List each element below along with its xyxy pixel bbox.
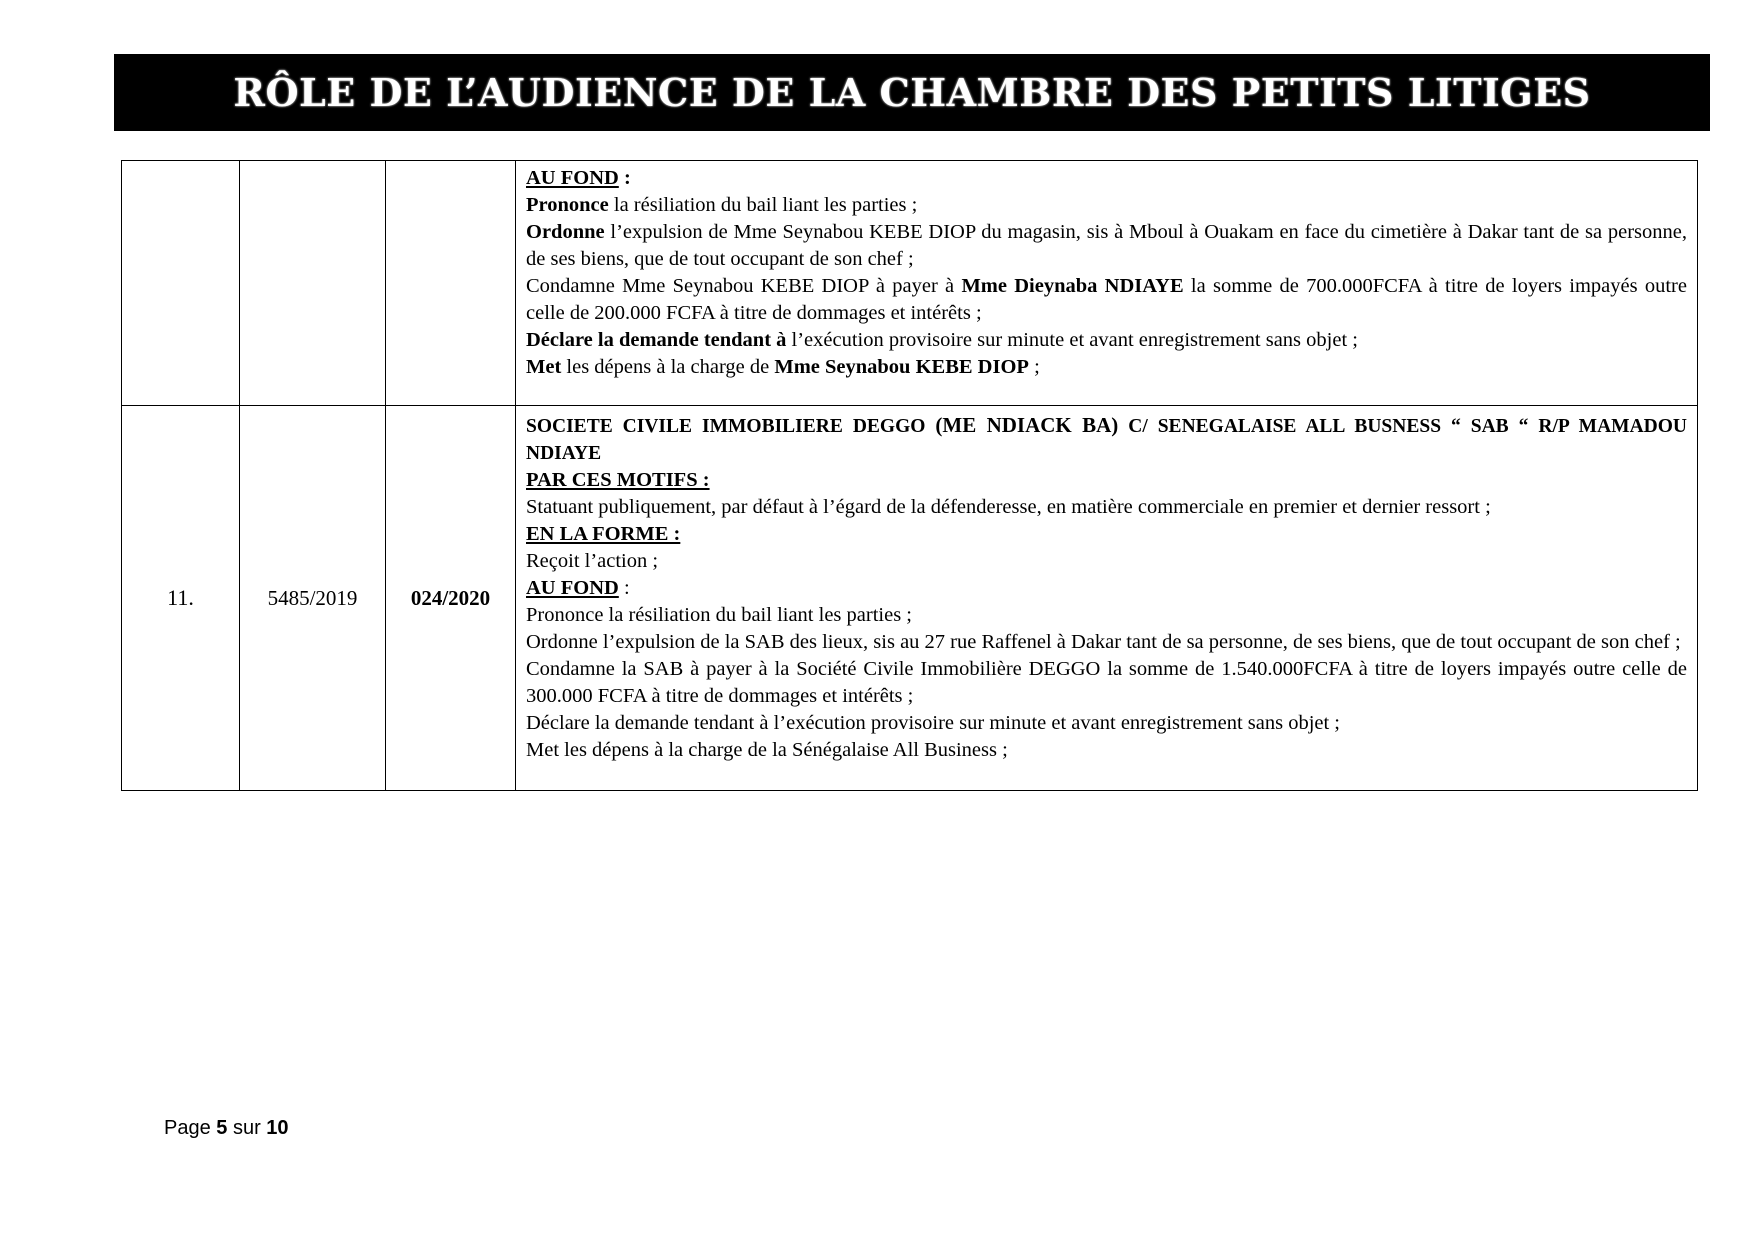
table-row — [122, 161, 1698, 406]
judgment-number-cell: 024/2020 — [386, 406, 516, 791]
page-label: Page — [164, 1117, 217, 1139]
decision-line: Ordonne l’expulsion de la SAB des lieux, sis au 27 rue Raffenel à Dakar tant de sa personne, de ses biens, que de tout occupant de son chef ; — [526, 631, 1681, 653]
decision-line: Met les dépens à la charge de Mme Seynabou KEBE DIOP ; — [526, 356, 1040, 378]
decision-line: Prononce la résiliation du bail liant les parties ; — [526, 604, 912, 626]
case-parties: SOCIETE CIVILE IMMOBILIERE DEGGO (ME NDIACK BA) C/ SENEGALAISE ALL BUSNESS “ SAB “ R/P MAMADOU NDIAYE — [526, 413, 1687, 464]
rg-number-cell: 5485/2019 — [240, 406, 386, 791]
decision-line — [526, 521, 1687, 548]
decision-line: Condamne la SAB à payer à la Société Civile Immobilière DEGGO la somme de 1.540.000FCFA à titre de loyers impayés outre celle de 300.000 FCFA à titre de dommages et intérêts ; — [526, 658, 1687, 707]
hearing-roll-table — [121, 160, 1698, 791]
decision-line: Déclare la demande tendant à l’exécution provisoire sur minute et avant enregistrement sans objet ; — [526, 329, 1358, 351]
decision-line: Ordonne l’expulsion de Mme Seynabou KEBE DIOP du magasin, sis à Mboul à Ouakam en face du cimetière à Dakar tant de sa personne, de ses biens, que de tout occupant de son chef ; — [526, 221, 1687, 270]
section-heading: EN LA FORME : — [526, 523, 681, 545]
title-banner — [114, 54, 1710, 131]
page-footer — [164, 1117, 289, 1140]
page-total: 10 — [266, 1117, 289, 1139]
decision-line: Prononce la résiliation du bail liant les parties ; — [526, 194, 918, 216]
section-heading: AU FOND — [526, 577, 619, 599]
decision-line: Met les dépens à la charge de la Sénégalaise All Business ; — [526, 739, 1008, 761]
case-number-cell: 11. — [122, 406, 240, 791]
decision-line: AU FOND : — [526, 167, 631, 189]
decision-line — [526, 467, 1687, 494]
decision-line: Déclare la demande tendant à l’exécution provisoire sur minute et avant enregistrement sans objet ; — [526, 712, 1341, 734]
decision-line: AU FOND : — [526, 577, 630, 599]
page-of-label: sur — [227, 1117, 267, 1139]
section-heading: PAR CES MOTIFS : — [526, 469, 710, 491]
decision-text-cell — [516, 406, 1698, 791]
judgment-number-cell — [386, 161, 516, 406]
rg-number-cell — [240, 161, 386, 406]
page-current: 5 — [216, 1117, 228, 1139]
decision-line: Reçoit l’action ; — [526, 550, 659, 572]
case-number-cell — [122, 161, 240, 406]
table-row — [122, 406, 1698, 791]
section-heading: AU FOND — [526, 167, 619, 189]
page-title: RÔLE DE L’AUDIENCE DE LA CHAMBRE DES PETITS LITIGES — [233, 70, 1591, 115]
decision-line: Condamne Mme Seynabou KEBE DIOP à payer à Mme Dieynaba NDIAYE la somme de 700.000FCFA à titre de loyers impayés outre celle de 200.000 FCFA à titre de dommages et intérêts ; — [526, 275, 1687, 324]
decision-line: Statuant publiquement, par défaut à l’égard de la défenderesse, en matière commerciale en premier et dernier ressort ; — [526, 496, 1491, 518]
decision-text-cell — [516, 161, 1698, 406]
